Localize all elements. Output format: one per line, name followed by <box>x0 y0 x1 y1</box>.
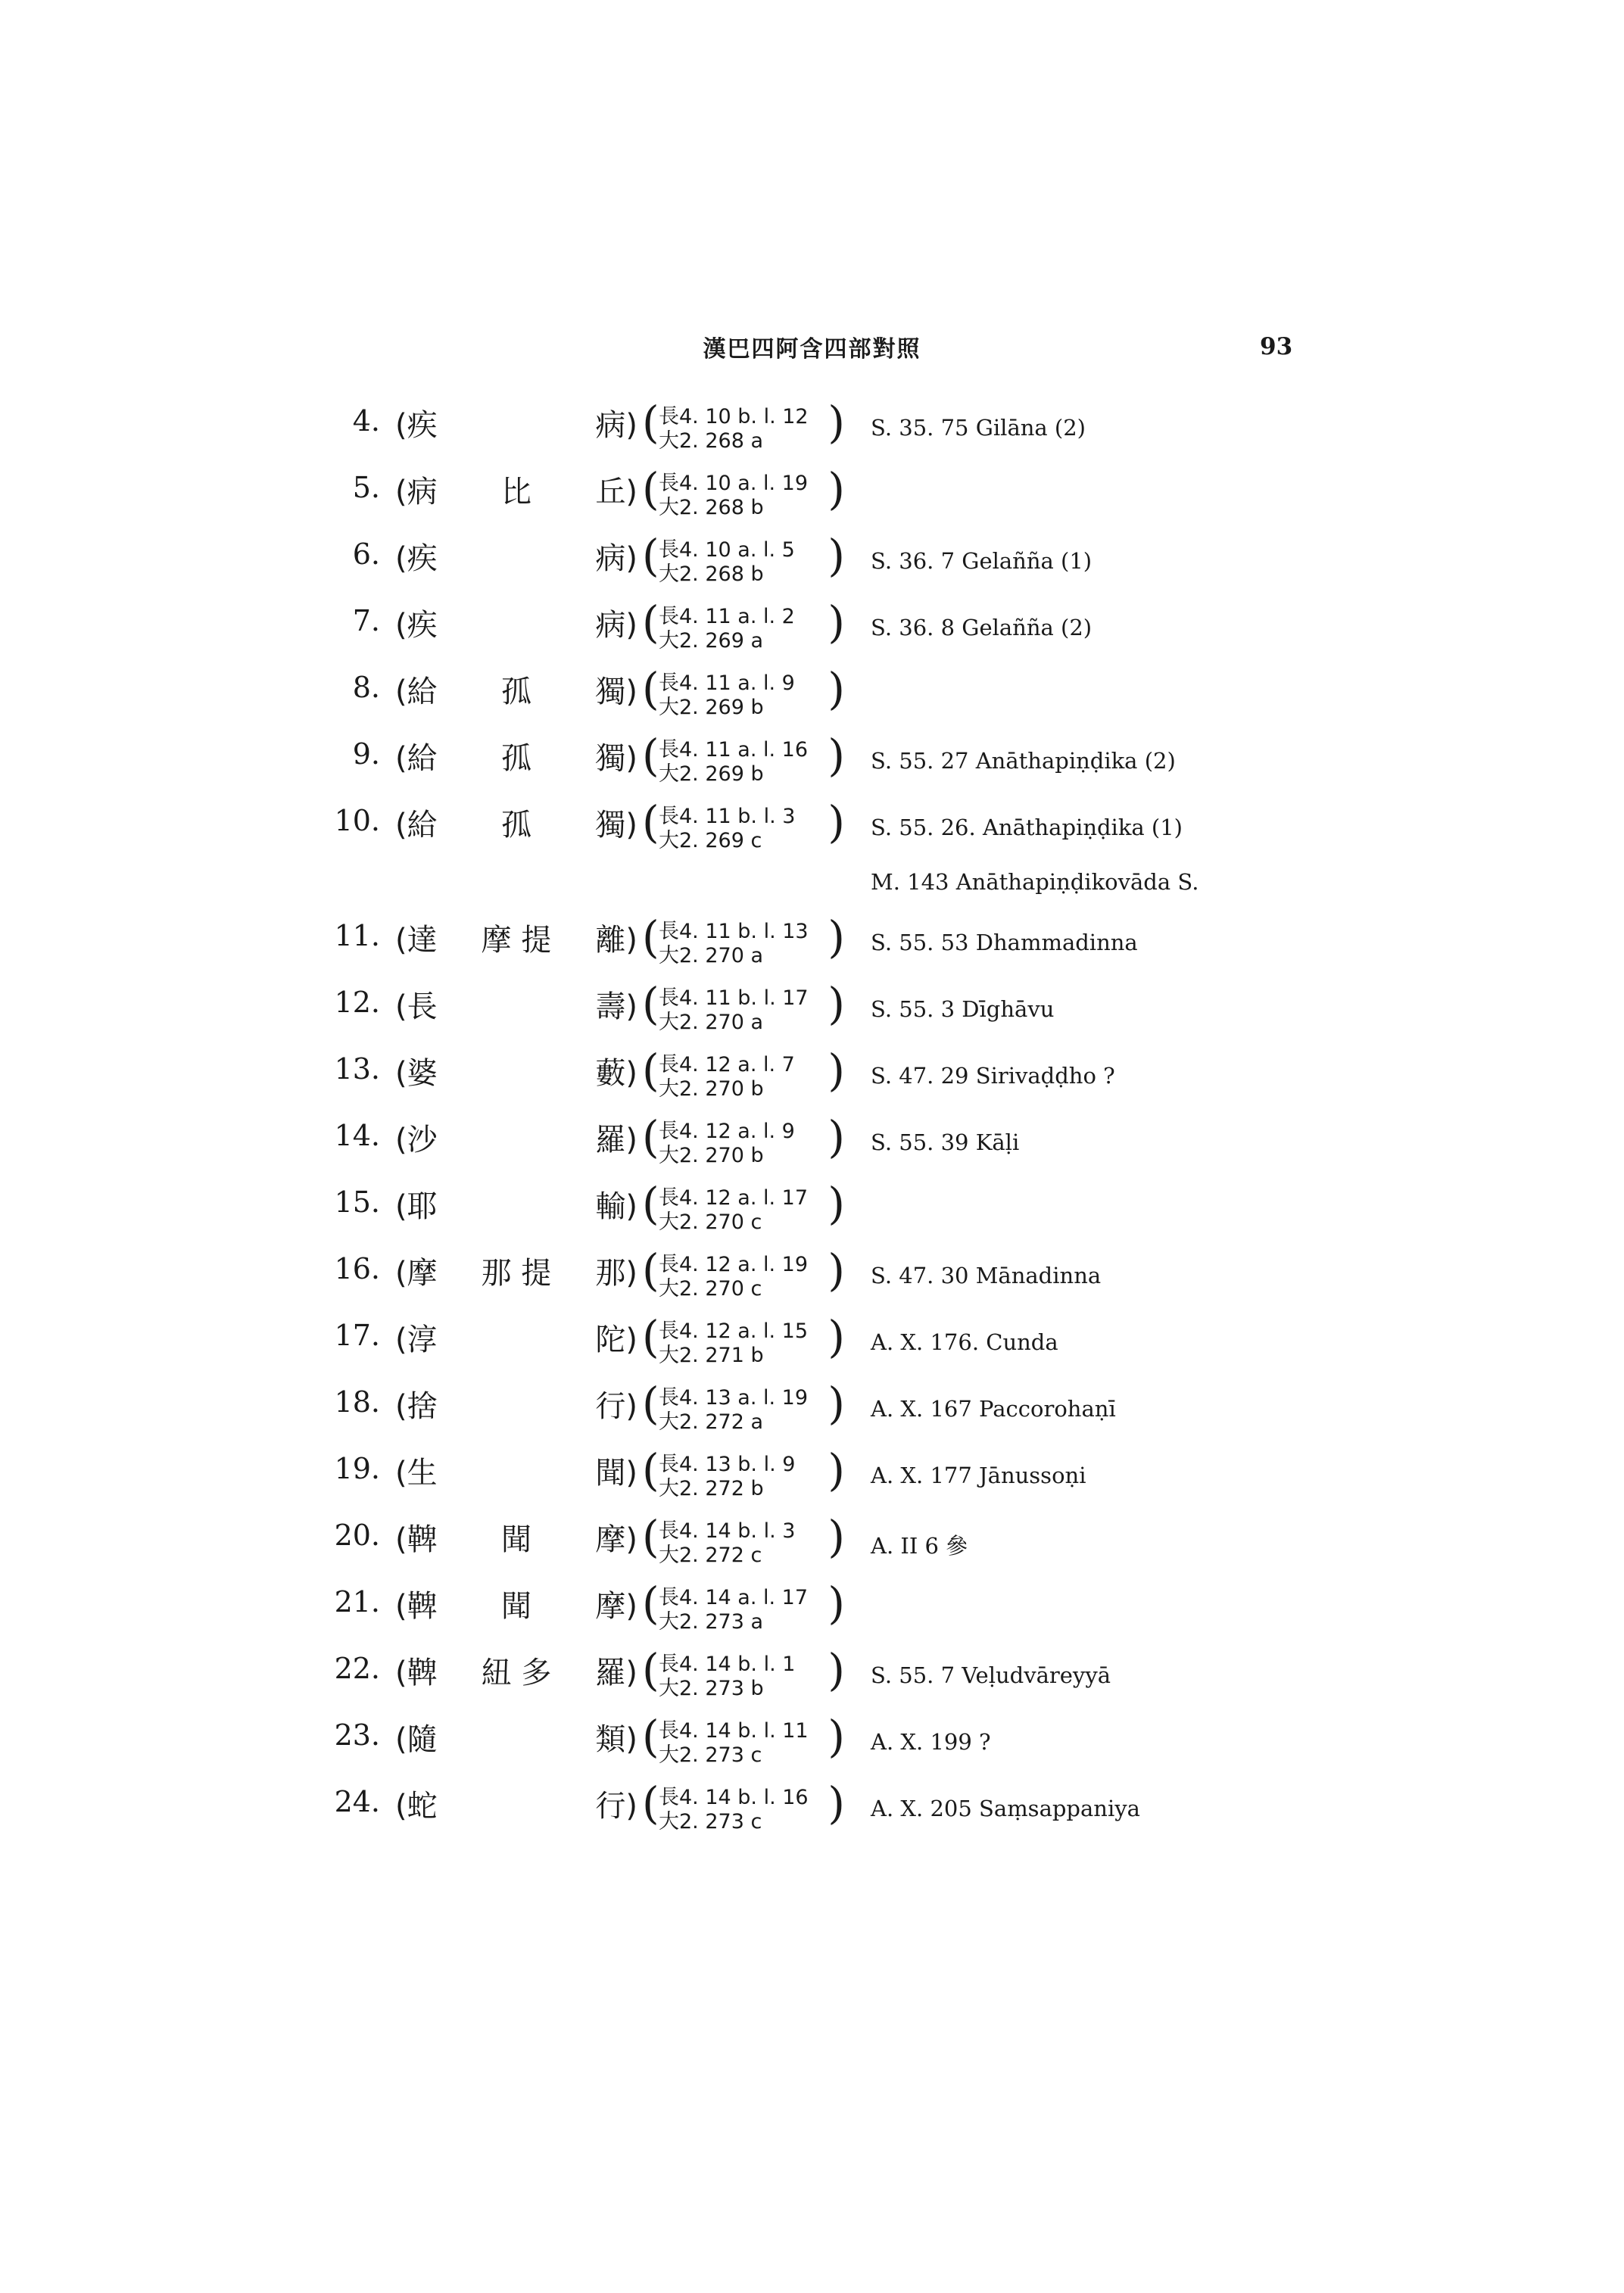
sutta-title-char: (疾 <box>395 407 438 443</box>
reference-bracket <box>642 1313 845 1367</box>
sutta-title <box>395 1381 637 1426</box>
pali-parallel: S. 55. 27 Anāthapiṇḍika (2) <box>871 748 1176 774</box>
sutta-title-char: 病) <box>595 407 637 443</box>
paren-right-glyph: ) <box>828 1511 845 1562</box>
reference-line-2: 大2. 270 b <box>659 1077 764 1101</box>
reference-bracket <box>642 1179 845 1234</box>
sutta-title-char: 藪) <box>595 1055 637 1091</box>
entry-row <box>0 913 1624 980</box>
paren-right-glyph: ) <box>828 663 845 715</box>
entry-row <box>0 398 1624 465</box>
paren-right-glyph: ) <box>828 1777 845 1829</box>
paren-left-glyph: ( <box>642 663 659 715</box>
paren-right-glyph: ) <box>828 1711 845 1762</box>
reference-bracket <box>642 398 845 453</box>
paren-right-glyph: ) <box>828 1245 845 1296</box>
sutta-title-char: 病) <box>595 607 637 643</box>
reference-line-1: 長4. 13 a. l. 19 <box>659 1386 809 1410</box>
reference-bracket <box>642 1579 845 1634</box>
pali-parallel: S. 36. 8 Gelañña (2) <box>871 615 1093 640</box>
entry-number: 6. <box>352 537 380 571</box>
sutta-title <box>395 1114 637 1160</box>
sutta-title-char: (隨 <box>395 1721 438 1757</box>
paren-left-glyph: ( <box>642 978 659 1030</box>
paren-right-glyph: ) <box>828 1111 845 1163</box>
reference-line-1: 長4. 10 a. l. 19 <box>659 472 809 495</box>
reference-bracket <box>642 465 845 519</box>
sutta-title-char: 羅) <box>595 1655 637 1690</box>
sutta-title <box>395 1581 637 1626</box>
entry-number: 16. <box>334 1252 380 1285</box>
paren-right-glyph: ) <box>828 1578 845 1629</box>
reference-line-2: 大2. 273 b <box>659 1677 764 1700</box>
sutta-title-char: (給 <box>395 807 438 843</box>
reference-line-2: 大2. 270 c <box>659 1210 762 1234</box>
entry-row <box>0 1313 1624 1379</box>
pali-parallel: S. 35. 75 Gilāna (2) <box>871 415 1086 441</box>
paren-left-glyph: ( <box>642 796 659 848</box>
sutta-title-char: 摩) <box>595 1522 637 1557</box>
paren-left-glyph: ( <box>642 1378 659 1429</box>
paren-right-glyph: ) <box>828 796 845 848</box>
page-number: 93 <box>1260 333 1293 360</box>
reference-bracket <box>642 1446 845 1500</box>
reference-line-2: 大2. 269 c <box>659 829 762 852</box>
sutta-title-char: 壽) <box>595 989 637 1024</box>
reference-bracket <box>642 598 845 653</box>
pali-parallel: A. X. 205 Saṃsappaniya <box>871 1796 1140 1821</box>
sutta-title-char: (婆 <box>395 1055 438 1091</box>
entry-number: 23. <box>334 1718 380 1752</box>
reference-line-1: 長4. 14 a. l. 17 <box>659 1586 809 1609</box>
sutta-title-char: 獨) <box>595 807 637 843</box>
sutta-title-char: (疾 <box>395 607 438 643</box>
entry-row <box>0 1579 1624 1646</box>
sutta-title-char: 獨) <box>595 740 637 776</box>
reference-bracket <box>642 1246 845 1301</box>
sutta-title-char: 孤 <box>501 674 531 709</box>
reference-line-1: 長4. 12 a. l. 19 <box>659 1253 809 1276</box>
reference-line-2: 大2. 269 b <box>659 696 764 719</box>
reference-line-1: 長4. 13 b. l. 9 <box>659 1453 796 1476</box>
reference-line-2: 大2. 272 a <box>659 1410 764 1434</box>
entry-number: 21. <box>334 1585 380 1618</box>
reference-line-1: 長4. 14 b. l. 16 <box>659 1786 809 1809</box>
reference-line-2: 大2. 272 c <box>659 1544 762 1567</box>
reference-line-1: 長4. 11 a. l. 16 <box>659 738 809 762</box>
sutta-title-char: (鞞 <box>395 1522 438 1557</box>
sutta-title-char: 羅) <box>595 1122 637 1157</box>
reference-line-2: 大2. 268 b <box>659 562 764 586</box>
reference-line-1: 長4. 11 a. l. 2 <box>659 605 795 628</box>
paren-left-glyph: ( <box>642 1245 659 1296</box>
reference-line-2: 大2. 269 a <box>659 629 764 653</box>
sutta-title-char: 離) <box>595 922 637 958</box>
sutta-title-char: 那 提 <box>481 1255 552 1291</box>
sutta-title <box>395 1447 637 1493</box>
entry-row <box>0 1246 1624 1313</box>
reference-bracket <box>642 913 845 967</box>
entry-row <box>0 1379 1624 1446</box>
reference-line-2: 大2. 273 c <box>659 1810 762 1833</box>
reference-bracket <box>642 1379 845 1434</box>
sutta-title-char: (摩 <box>395 1255 438 1291</box>
sutta-title-char: 輸) <box>595 1189 637 1224</box>
sutta-title-char: 丘) <box>595 474 637 509</box>
reference-line-1: 長4. 14 b. l. 1 <box>659 1653 796 1676</box>
sutta-title-char: (淳 <box>395 1322 438 1357</box>
sutta-title-char: (沙 <box>395 1122 438 1157</box>
reference-bracket <box>642 531 845 586</box>
paren-left-glyph: ( <box>642 397 659 448</box>
entry-number: 22. <box>334 1652 380 1685</box>
entry-row <box>0 665 1624 731</box>
paren-left-glyph: ( <box>642 530 659 581</box>
entry-number: 24. <box>334 1785 380 1818</box>
sutta-title <box>395 914 637 960</box>
paren-right-glyph: ) <box>828 463 845 515</box>
paren-left-glyph: ( <box>642 730 659 781</box>
sutta-title <box>395 400 637 445</box>
pali-parallel: A. X. 167 Paccorohaṇī <box>871 1396 1116 1422</box>
reference-bracket <box>642 798 845 852</box>
sutta-title-char: 紐 多 <box>481 1655 552 1690</box>
reference-line-1: 長4. 12 a. l. 9 <box>659 1120 795 1143</box>
reference-line-1: 長4. 11 b. l. 13 <box>659 920 809 943</box>
reference-line-1: 長4. 12 a. l. 7 <box>659 1053 795 1076</box>
entry-row <box>0 1513 1624 1579</box>
pali-parallel: S. 47. 30 Mānadinna <box>871 1263 1102 1288</box>
sutta-title-char: (捨 <box>395 1388 438 1424</box>
pali-parallel: S. 55. 26. Anāthapiṇḍika (1) <box>871 815 1183 840</box>
sutta-title-char: 獨) <box>595 674 637 709</box>
sutta-title-char: (鞞 <box>395 1588 438 1624</box>
reference-bracket <box>642 1779 845 1833</box>
paren-left-glyph: ( <box>642 1444 659 1496</box>
reference-bracket <box>642 731 845 786</box>
entry-row <box>0 731 1624 798</box>
entry-number: 7. <box>352 604 380 637</box>
entry-row <box>0 1646 1624 1712</box>
sutta-title-char: 陀) <box>595 1322 637 1357</box>
sutta-title-char: 行) <box>595 1388 637 1424</box>
paren-right-glyph: ) <box>828 397 845 448</box>
paren-left-glyph: ( <box>642 597 659 648</box>
paren-left-glyph: ( <box>642 1178 659 1229</box>
pali-parallel: S. 55. 7 Veḷudvāreyyā <box>871 1662 1111 1688</box>
reference-line-1: 長4. 11 a. l. 9 <box>659 671 795 695</box>
reference-bracket <box>642 980 845 1034</box>
paren-right-glyph: ) <box>828 1644 845 1696</box>
reference-bracket <box>642 1646 845 1700</box>
sutta-title <box>395 733 637 778</box>
entry-row <box>0 980 1624 1046</box>
paren-right-glyph: ) <box>828 1378 845 1429</box>
paren-right-glyph: ) <box>828 530 845 581</box>
entry-number: 10. <box>334 804 380 837</box>
reference-line-1: 長4. 10 b. l. 12 <box>659 405 809 428</box>
entry-number: 20. <box>334 1519 380 1552</box>
paren-left-glyph: ( <box>642 911 659 963</box>
sutta-title <box>395 799 637 845</box>
sutta-title-char: 摩 提 <box>481 922 552 958</box>
paren-right-glyph: ) <box>828 597 845 648</box>
entry-number: 4. <box>352 404 380 438</box>
sutta-title <box>395 1314 637 1360</box>
entry-row <box>0 598 1624 665</box>
pali-parallel: S. 47. 29 Sirivaḍḍho ? <box>871 1063 1115 1089</box>
pali-parallel: S. 55. 53 Dhammadinna <box>871 930 1138 955</box>
reference-line-2: 大2. 270 c <box>659 1277 762 1301</box>
pali-parallel: S. 55. 39 Kāḷi <box>871 1129 1020 1155</box>
sutta-title-char: 那) <box>595 1255 637 1291</box>
reference-line-2: 大2. 268 a <box>659 429 764 453</box>
pali-parallel: S. 55. 3 Dīghāvu <box>871 996 1055 1022</box>
entry-row <box>0 865 1624 913</box>
reference-line-2: 大2. 270 a <box>659 944 764 967</box>
sutta-title <box>395 1048 637 1093</box>
paren-left-glyph: ( <box>642 1045 659 1096</box>
reference-line-2: 大2. 271 b <box>659 1344 764 1367</box>
reference-line-2: 大2. 270 a <box>659 1011 764 1034</box>
sutta-title-char: (耶 <box>395 1189 438 1224</box>
sutta-title-char: 聞) <box>595 1455 637 1491</box>
entry-row <box>0 1779 1624 1846</box>
sutta-title <box>395 600 637 645</box>
sutta-title-char: 比 <box>501 474 531 509</box>
sutta-title <box>395 1714 637 1759</box>
sutta-title-char: 行) <box>595 1788 637 1824</box>
reference-line-2: 大2. 268 b <box>659 496 764 519</box>
paren-right-glyph: ) <box>828 1311 845 1363</box>
entry-number: 12. <box>334 986 380 1019</box>
pali-parallel: A. X. 176. Cunda <box>871 1329 1058 1355</box>
sutta-title <box>395 981 637 1027</box>
paren-left-glyph: ( <box>642 1511 659 1562</box>
reference-line-2: 大2. 269 b <box>659 762 764 786</box>
paren-right-glyph: ) <box>828 1045 845 1096</box>
paren-right-glyph: ) <box>828 1444 845 1496</box>
paren-right-glyph: ) <box>828 911 845 963</box>
entry-row <box>0 531 1624 598</box>
sutta-title-char: (病 <box>395 474 438 509</box>
reference-line-1: 長4. 12 a. l. 15 <box>659 1319 809 1343</box>
sutta-title-char: (達 <box>395 922 438 958</box>
paren-left-glyph: ( <box>642 1578 659 1629</box>
entry-number: 17. <box>334 1319 380 1352</box>
sutta-title <box>395 1781 637 1826</box>
paren-left-glyph: ( <box>642 1711 659 1762</box>
reference-line-1: 長4. 14 b. l. 11 <box>659 1719 809 1743</box>
sutta-title <box>395 466 637 512</box>
paren-left-glyph: ( <box>642 1111 659 1163</box>
entry-number: 15. <box>334 1185 380 1219</box>
reference-line-1: 長4. 10 a. l. 5 <box>659 538 795 562</box>
entry-number: 13. <box>334 1052 380 1086</box>
paren-left-glyph: ( <box>642 1311 659 1363</box>
reference-line-2: 大2. 273 c <box>659 1743 762 1767</box>
entry-number: 8. <box>352 671 380 704</box>
sutta-title-char: 摩) <box>595 1588 637 1624</box>
sutta-title <box>395 1647 637 1693</box>
reference-bracket <box>642 1513 845 1567</box>
reference-line-1: 長4. 14 b. l. 3 <box>659 1519 796 1543</box>
pali-parallel: A. X. 177 Jānussoṇi <box>871 1463 1086 1488</box>
pali-parallel: M. 143 Anāthapiṇḍikovāda S. <box>871 869 1199 895</box>
paren-left-glyph: ( <box>642 463 659 515</box>
entry-number: 18. <box>334 1385 380 1419</box>
entry-row <box>0 465 1624 531</box>
reference-line-1: 長4. 12 a. l. 17 <box>659 1186 809 1210</box>
sutta-title-char: 孤 <box>501 740 531 776</box>
reference-bracket <box>642 665 845 719</box>
reference-line-2: 大2. 272 b <box>659 1477 764 1500</box>
sutta-title-char: 聞 <box>501 1522 531 1557</box>
pali-parallel: S. 36. 7 Gelañña (1) <box>871 548 1093 574</box>
sutta-title-char: (長 <box>395 989 438 1024</box>
entry-number: 9. <box>352 737 380 771</box>
paren-right-glyph: ) <box>828 978 845 1030</box>
paren-left-glyph: ( <box>642 1777 659 1829</box>
reference-bracket <box>642 1113 845 1167</box>
pali-parallel: A. II 6 參 <box>871 1533 968 1559</box>
sutta-title-char: 病) <box>595 541 637 576</box>
entry-number: 11. <box>334 919 380 952</box>
reference-bracket <box>642 1712 845 1767</box>
sutta-title-char: 孤 <box>501 807 531 843</box>
sutta-title <box>395 533 637 578</box>
reference-line-1: 長4. 11 b. l. 3 <box>659 805 796 828</box>
paren-left-glyph: ( <box>642 1644 659 1696</box>
entry-number: 19. <box>334 1452 380 1485</box>
sutta-title <box>395 1181 637 1226</box>
entry-number: 14. <box>334 1119 380 1152</box>
entry-row <box>0 1113 1624 1179</box>
sutta-title-char: (給 <box>395 740 438 776</box>
reference-line-2: 大2. 270 b <box>659 1144 764 1167</box>
sutta-title <box>395 666 637 712</box>
pali-parallel: A. X. 199 ? <box>871 1729 991 1755</box>
sutta-title <box>395 1514 637 1559</box>
page-title: 漢巴四阿含四部對照 <box>703 336 921 363</box>
reference-line-1: 長4. 11 b. l. 17 <box>659 986 809 1010</box>
sutta-title-char: (鞞 <box>395 1655 438 1690</box>
entry-row <box>0 1179 1624 1246</box>
entry-row <box>0 1046 1624 1113</box>
sutta-title-char: 類) <box>595 1721 637 1757</box>
sutta-title-char: (生 <box>395 1455 438 1491</box>
sutta-title-char: (疾 <box>395 541 438 576</box>
entry-row <box>0 1446 1624 1513</box>
sutta-title-char: 聞 <box>501 1588 531 1624</box>
reference-bracket <box>642 1046 845 1101</box>
entry-row <box>0 1712 1624 1779</box>
reference-line-2: 大2. 273 a <box>659 1610 764 1634</box>
entry-row <box>0 798 1624 865</box>
paren-right-glyph: ) <box>828 1178 845 1229</box>
sutta-title-char: (蛇 <box>395 1788 438 1824</box>
entry-number: 5. <box>352 471 380 504</box>
entry-list <box>0 398 1624 1846</box>
paren-right-glyph: ) <box>828 730 845 781</box>
sutta-title <box>395 1248 637 1293</box>
sutta-title-char: (給 <box>395 674 438 709</box>
